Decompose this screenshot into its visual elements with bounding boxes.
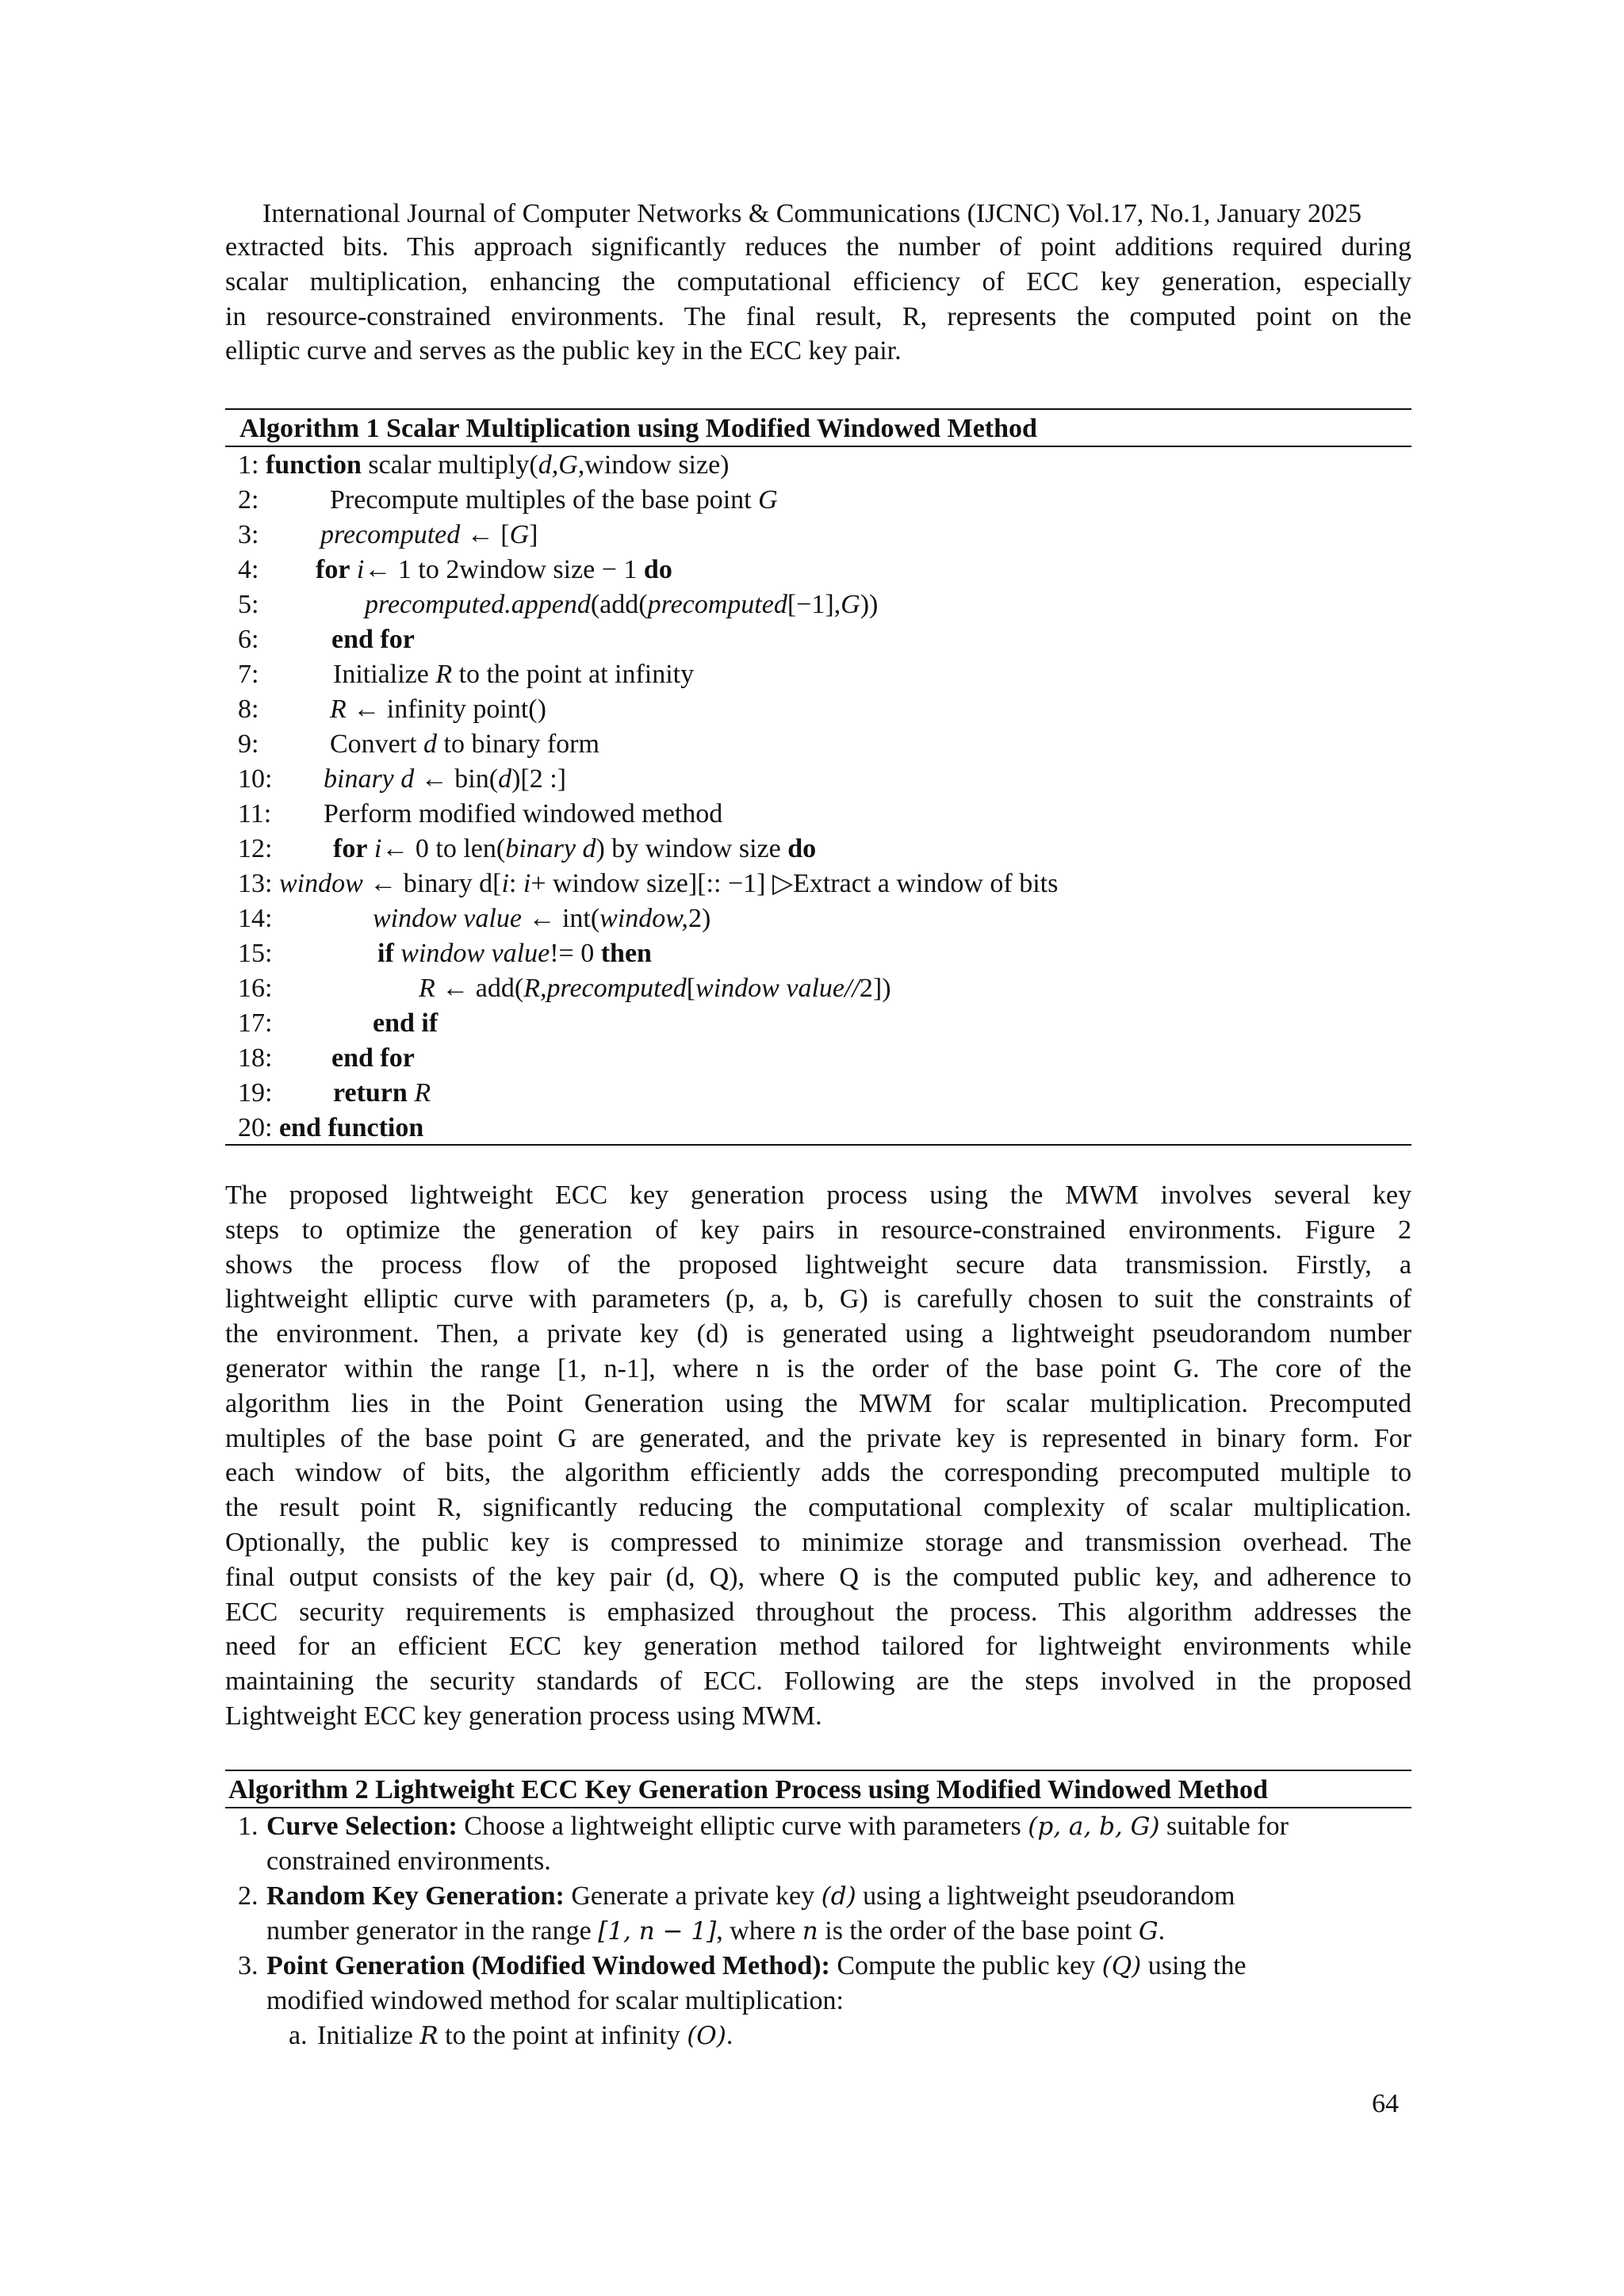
algo2-item-3-cont: modified windowed method for scalar multiplication:: [266, 1986, 844, 2015]
algorithm-1-box: Algorithm 1 Scalar Multiplication using Modified Windowed Method 1: function scalar multiply(d,G,window size) 2: Precompute multiples of the base point G 3: precomputed ← [G] 4: for i← 1 to 2window size − 1 do 5: precomputed.append(add(precomputed[−1],G)) 6: end for 7: Initialize R to the point at infinity 8: R ← infinity point() 9: Convert d to binary form 10: binary d ← bin(d)[2 :] 11: Perform modified windowed method 12: for i← 0 to len(binary d) by window size do 13: window ← binary d[i: i+ window size][:: −1] ▷Extract a window of bits 14: window value ← int(window,2) 15: if window value!= 0 then 16: R ← add(R,precomputed[window value//2]) 17: end if 18: end for 19: return R 20: end function: [225, 408, 1411, 1146]
algorithm-1-title: Algorithm 1 Scalar Multiplication using Modified Windowed Method: [239, 414, 1037, 443]
algorithm-title-rule: [225, 1807, 1411, 1808]
algorithm-2-title: Algorithm 2 Lightweight ECC Key Generation Process using Modified Windowed Method: [228, 1775, 1268, 1804]
text-line: elliptic curve and serves as the public key in the ECC key pair.: [225, 336, 902, 366]
comment-triangle-icon: ▷Extract a window of bits: [772, 869, 1059, 898]
text-line: Optionally, the public key is compressed to minimize storage and transmission overhead. The: [225, 1527, 1411, 1557]
running-header: International Journal of Computer Networks & Communications (IJCNC) Vol.17, No.1, January 2025: [262, 199, 1362, 228]
text-line: need for an efficient ECC key generation method tailored for lightweight environments while: [225, 1632, 1411, 1662]
text-line: extracted bits. This approach significantly reduces the number of point additions required during: [225, 232, 1411, 262]
algo2-item-2-cont: number generator in the range [1, n − 1], where n is the order of the base point G.: [266, 1916, 1166, 1946]
body-paragraph: [225, 1178, 1411, 1734]
algo-line-1: 1: function scalar multiply(d,G,window size): [238, 450, 730, 480]
algorithm-title-rule: [225, 446, 1411, 447]
text-line: generator within the range [1, n-1], where n is the order of the base point G. The core of the: [225, 1353, 1411, 1383]
text-line: Lightweight ECC key generation process using MWM.: [225, 1701, 822, 1731]
algo2-item-1: 1. Curve Selection: Choose a lightweight elliptic curve with parameters (p, a, b, G) suitable for: [238, 1812, 1289, 1841]
intro-paragraph: [225, 230, 1411, 369]
page-number: 64: [1372, 2089, 1399, 2118]
text-line: algorithm lies in the Point Generation using the MWM for scalar multiplication. Precomputed: [225, 1388, 1411, 1418]
text-line: maintaining the security standards of ECC. Following are the steps involved in the proposed: [225, 1667, 1411, 1697]
text-line: ECC security requirements is emphasized throughout the process. This algorithm addresses the: [225, 1597, 1411, 1627]
text-line: in resource-constrained environments. The final result, R, represents the computed point on the: [225, 301, 1411, 331]
text-line: The proposed lightweight ECC key generation process using the MWM involves several key: [225, 1181, 1411, 1210]
algo2-item-2: 2. Random Key Generation: Generate a private key (d) using a lightweight pseudorandom: [238, 1881, 1235, 1911]
text-line: the result point R, significantly reducing the computational complexity of scalar multiplication.: [225, 1493, 1411, 1523]
algorithm-bottom-rule: [225, 1144, 1411, 1146]
text-line: shows the process flow of the proposed lightweight secure data transmission. Firstly, a: [225, 1249, 1411, 1280]
algorithm-2-box: [225, 1770, 1411, 2055]
algo2-subitem-a: a. Initialize R to the point at infinity (O).: [289, 2021, 733, 2050]
algorithm-top-rule: [225, 1770, 1411, 1771]
text-line: multiples of the base point G are generated, and the private key is represented in binary form. For: [225, 1423, 1411, 1453]
algo-line-13: 13: window ← binary d[i: i+ window size][:: −1] ▷Extract a window of bits: [238, 869, 1059, 898]
text-line: lightweight elliptic curve with parameters (p, a, b, G) is carefully chosen to suit the constraints of: [225, 1284, 1411, 1314]
text-line: final output consists of the key pair (d, Q), where Q is the computed public key, and adherence to: [225, 1562, 1411, 1592]
algo2-item-1-cont: constrained environments.: [266, 1846, 551, 1876]
algo2-item-3: 3. Point Generation (Modified Windowed Method): Compute the public key (Q) using the: [238, 1951, 1247, 1980]
algo-line-20: 20: end function: [238, 1113, 424, 1142]
text-line: scalar multiplication, enhancing the computational efficiency of ECC key generation, especially: [225, 266, 1411, 297]
text-line: the environment. Then, a private key (d) is generated using a lightweight pseudorandom number: [225, 1319, 1411, 1349]
text-line: steps to optimize the generation of key pairs in resource-constrained environments. Figure 2: [225, 1215, 1411, 1245]
algorithm-top-rule: [225, 408, 1411, 410]
text-line: each window of bits, the algorithm efficiently adds the corresponding precomputed multiple to: [225, 1458, 1411, 1488]
